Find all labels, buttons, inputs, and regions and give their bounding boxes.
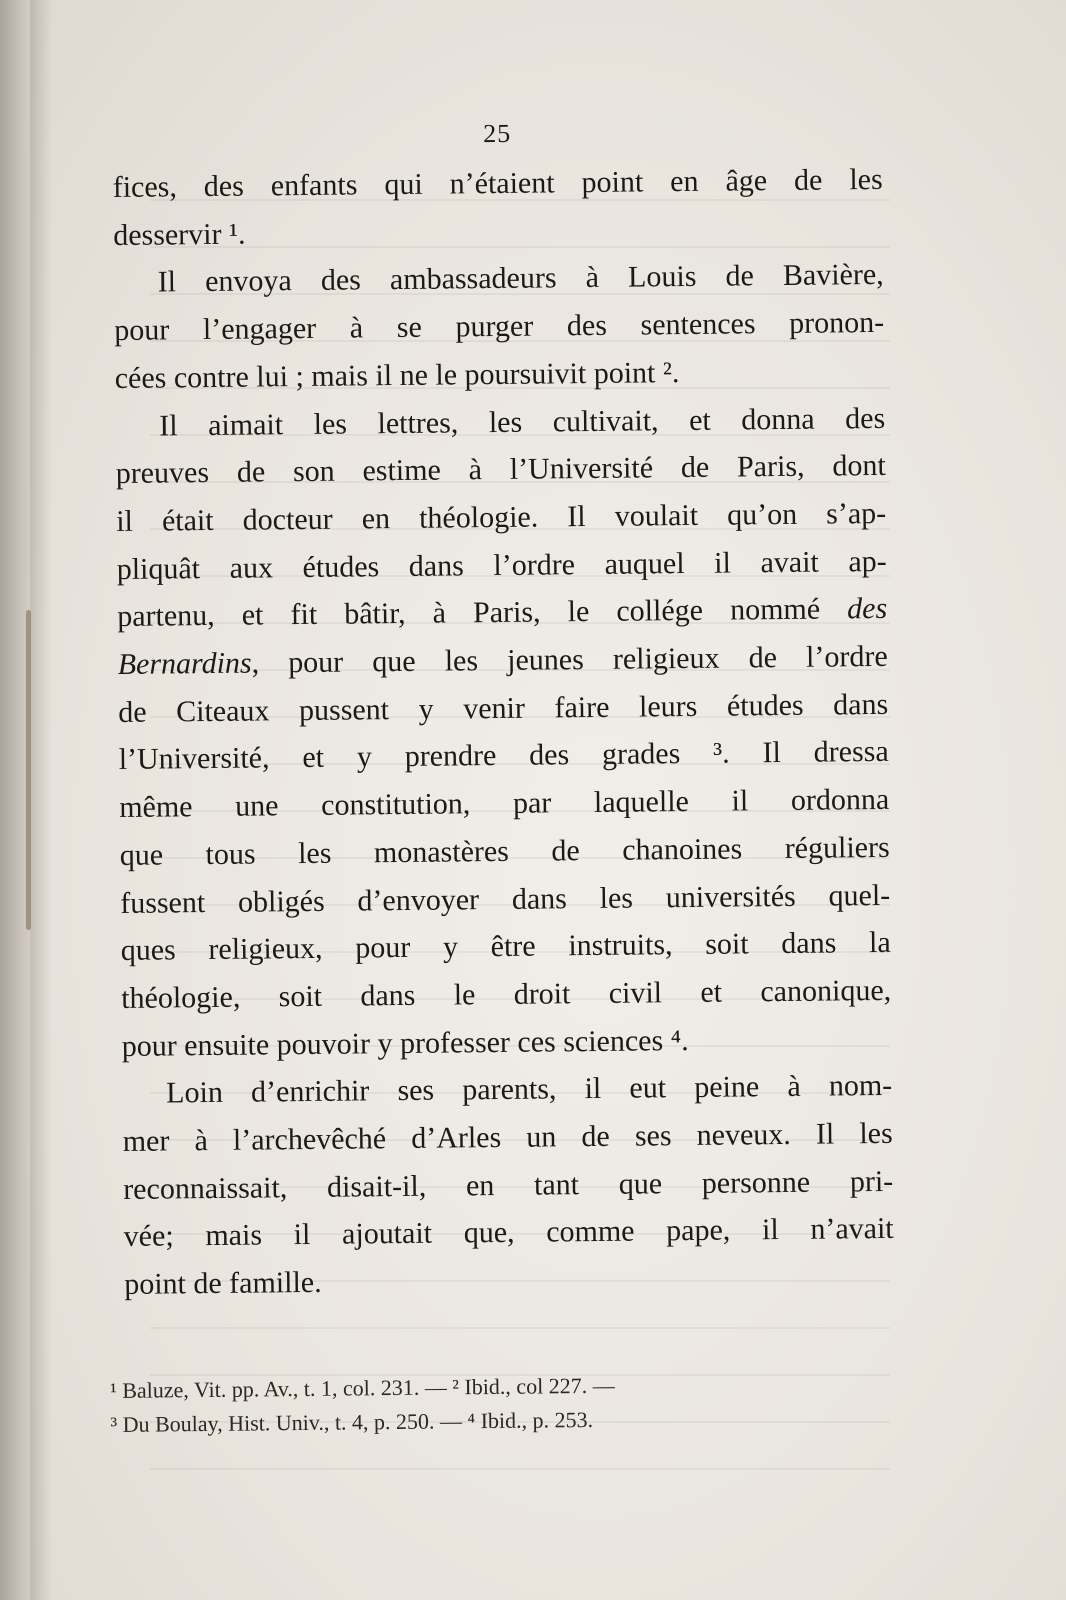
line-text: ques religieux, pour y être instruits, soit dans la [120, 926, 891, 968]
text-line [114, 299, 884, 355]
text-line [115, 394, 885, 450]
text-line [123, 1205, 893, 1261]
line-text: il était docteur en théologie. Il voulait qu’on s’ap- [116, 496, 887, 538]
footnotes [110, 1366, 881, 1442]
line-text: fussent obligés d’envoyer dans les universités quel- [120, 878, 891, 920]
text-line [118, 681, 888, 737]
text-line [112, 156, 882, 212]
line-text: reconnaissait, disait-il, en tant que personne pri- [123, 1164, 894, 1206]
text-line [120, 871, 890, 927]
line-text: Il aimait les lettres, les cultivait, et donna des [159, 401, 886, 443]
text-line [124, 1253, 894, 1309]
text-line [114, 347, 884, 403]
text-line [119, 824, 889, 880]
line-text: Il envoya des ambassadeurs à Louis de Bavière, [157, 258, 884, 299]
text-line [117, 585, 887, 641]
text-line [121, 1015, 891, 1071]
gutter-shadow [30, 0, 52, 1600]
text-line [113, 251, 883, 307]
line-text: pour ensuite pouvoir y professer ces sciences ⁴. [121, 1023, 689, 1063]
line-text: que tous les monastères de chanoines réguliers [119, 830, 890, 872]
line-text: l’Université, et y prendre des grades ³. Il dressa [118, 735, 889, 777]
line-text: cées contre lui ; mais il ne le poursuivit point ². [114, 355, 680, 395]
line-text: Loin d’enrichir ses parents, il eut peine à nom- [166, 1069, 893, 1110]
text-line [122, 1062, 892, 1118]
line-text: mer à l’archevêché d’Arles un de ses neveux. Il les [122, 1116, 893, 1159]
footnote-line: ¹ Baluze, Vit. pp. Av., t. 1, col. 231. — ² Ibid., col 227. — [110, 1372, 615, 1403]
text-line [121, 967, 891, 1023]
body-text [112, 156, 894, 1309]
line-text: pour l’engager à se purger des sentences pronon- [114, 306, 885, 348]
footnote-line: ³ Du Boulay, Hist. Univ., t. 4, p. 250. — ⁴ Ibid., p. 253. [110, 1406, 594, 1437]
italic-text: des [847, 592, 888, 626]
text-line [119, 776, 889, 832]
text-line [120, 919, 890, 975]
line-text: pliquât aux études dans l’ordre auquel il avait ap- [116, 544, 887, 586]
text-line [122, 1110, 892, 1166]
page-text [112, 110, 894, 1309]
page-number: 25 [483, 118, 512, 149]
binding-thread [26, 610, 31, 930]
italic-text: Bernardins [117, 646, 252, 682]
line-text: théologie, soit dans le droit civil et canonique, [121, 973, 892, 1015]
line-text: même une constitution, par laquelle il ordonna [119, 783, 890, 825]
text-line [113, 204, 883, 260]
line-text: de Citeaux pussent y venir faire leurs études dans [118, 687, 889, 729]
text-line [118, 728, 888, 784]
text-line [123, 1158, 893, 1214]
text-line [117, 633, 887, 689]
line-text: desservir ¹. [113, 217, 246, 252]
line-text: vée; mais il ajoutait que, comme pape, il n’avait [123, 1212, 894, 1254]
text-line [115, 442, 885, 498]
line-text: fices, des enfants qui n’étaient point en âge de les [112, 162, 883, 204]
line-text: , pour que les jeunes religieux de l’ordre [251, 639, 888, 680]
line-text: partenu, et fit bâtir, à Paris, le collége nommé [117, 592, 821, 634]
text-line [116, 490, 886, 546]
line-text: point de famille. [124, 1266, 322, 1302]
text-line [116, 538, 886, 594]
line-text: preuves de son estime à l’Université de Paris, dont [115, 449, 886, 491]
